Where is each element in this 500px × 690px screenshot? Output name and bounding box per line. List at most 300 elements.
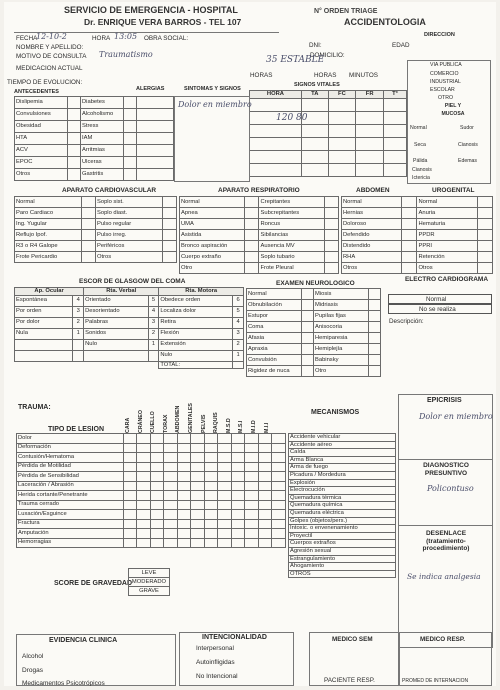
lesion-cell[interactable]	[123, 443, 137, 453]
lesion-cell[interactable]	[204, 434, 218, 444]
ant-alergia[interactable]	[137, 133, 174, 145]
gravedad-label[interactable]: MODERADO	[129, 578, 170, 587]
lesion-cell[interactable]	[150, 538, 164, 548]
industrial: INDUSTRIAL	[430, 79, 461, 85]
uro-check[interactable]	[477, 252, 492, 263]
lesion-cell[interactable]	[150, 462, 164, 472]
lesion-cell[interactable]	[204, 443, 218, 453]
lesion-cell[interactable]	[245, 519, 259, 529]
vitals-cell[interactable]	[328, 137, 356, 150]
cardio-check-b[interactable]	[162, 230, 176, 241]
lesion-cell[interactable]	[191, 510, 205, 520]
triage-label: N° ORDEN TRIAGE	[314, 8, 378, 15]
glasgow-response: Extensión	[159, 339, 233, 350]
lesion-cell[interactable]	[258, 481, 272, 491]
lesion-cell[interactable]	[191, 491, 205, 501]
abdomen-check[interactable]	[402, 230, 417, 241]
lesion-cell[interactable]	[150, 434, 164, 444]
ecg-normal-box[interactable]	[388, 294, 492, 304]
neuro-check-a[interactable]	[302, 344, 314, 355]
lesion-cell[interactable]	[177, 434, 191, 444]
ant-check-a[interactable]	[68, 145, 81, 157]
ant-alergia[interactable]	[137, 109, 174, 121]
lesion-cell[interactable]	[123, 462, 137, 472]
uro-check[interactable]	[477, 197, 492, 208]
lesion-cell[interactable]	[231, 500, 245, 510]
lesion-cell[interactable]	[137, 462, 151, 472]
vitals-cell[interactable]	[356, 163, 384, 176]
lesion-cell[interactable]	[245, 443, 259, 453]
cardio-check-a[interactable]	[81, 252, 95, 263]
neuro-check-b[interactable]	[369, 355, 381, 366]
lesion-row	[17, 500, 286, 510]
ant-check-a[interactable]	[68, 109, 81, 121]
gravedad-label[interactable]: LEVE	[129, 569, 170, 578]
lesion-cell[interactable]	[177, 462, 191, 472]
resp-row	[180, 197, 339, 208]
lesion-cell[interactable]	[177, 481, 191, 491]
vitals-cell[interactable]	[328, 98, 356, 111]
lesion-cell[interactable]	[258, 453, 272, 463]
abdomen-check[interactable]	[402, 197, 417, 208]
abdomen-check[interactable]	[402, 208, 417, 219]
ant-alergia[interactable]	[137, 169, 174, 181]
neuro-check-a[interactable]	[302, 366, 314, 377]
abdomen-check[interactable]	[402, 263, 417, 274]
uro-check[interactable]	[477, 263, 492, 274]
ant-check-b[interactable]	[124, 145, 137, 157]
vitals-cell[interactable]	[384, 124, 407, 137]
lesion-cell[interactable]	[258, 510, 272, 520]
lesion-cell[interactable]	[164, 510, 178, 520]
vitals-cell[interactable]	[384, 163, 407, 176]
neuro-check-b[interactable]	[369, 311, 381, 322]
lesion-cell[interactable]	[123, 538, 137, 548]
cardio-check-a[interactable]	[81, 230, 95, 241]
cardio-label-b: Soplo sist.	[95, 197, 162, 208]
resp-check-a[interactable]	[245, 241, 259, 252]
lesion-cell[interactable]	[191, 529, 205, 539]
uro-check[interactable]	[477, 219, 492, 230]
neuro-check-a[interactable]	[302, 300, 314, 311]
lesion-cell[interactable]	[218, 472, 232, 482]
lesion-cell[interactable]	[218, 519, 232, 529]
ant-check-b[interactable]	[124, 169, 137, 181]
lesion-cell[interactable]	[258, 519, 272, 529]
lesion-cell[interactable]	[204, 510, 218, 520]
neuro-check-b[interactable]	[369, 344, 381, 355]
ant-alergia[interactable]	[137, 121, 174, 133]
lesion-cell[interactable]	[231, 443, 245, 453]
vitals-handwriting-2[interactable]: 120 80	[276, 113, 308, 123]
lesion-cell[interactable]	[218, 510, 232, 520]
lesion-cell[interactable]	[164, 500, 178, 510]
lesion-cell[interactable]	[204, 481, 218, 491]
cardio-check-a[interactable]	[81, 208, 95, 219]
cardio-check-a[interactable]	[81, 197, 95, 208]
resp-check-b[interactable]	[324, 208, 338, 219]
lesion-cell[interactable]	[123, 519, 137, 529]
lesion-cell[interactable]	[218, 481, 232, 491]
vitals-cell[interactable]	[328, 163, 356, 176]
ant-check-a[interactable]	[68, 133, 81, 145]
lesion-cell[interactable]	[164, 491, 178, 501]
lesion-cell[interactable]	[245, 529, 259, 539]
service-title: SERVICIO DE EMERGENCIA - HOSPITAL	[64, 5, 238, 15]
neuro-label-b: Miosis	[313, 289, 368, 300]
lesion-cell[interactable]	[218, 453, 232, 463]
neuro-row	[247, 300, 381, 311]
abd-uro-row	[342, 252, 493, 263]
vitals-cell[interactable]	[384, 137, 407, 150]
lesion-cell[interactable]	[231, 462, 245, 472]
lesion-cell[interactable]	[272, 500, 286, 510]
lesion-cell[interactable]	[245, 491, 259, 501]
vitals-cell[interactable]	[356, 150, 384, 163]
lesion-cell[interactable]	[137, 529, 151, 539]
lesion-cell[interactable]	[258, 538, 272, 548]
lesion-cell[interactable]	[137, 443, 151, 453]
resp-check-b[interactable]	[324, 263, 338, 274]
vitals-cell[interactable]	[384, 98, 407, 111]
lesion-cell[interactable]	[150, 500, 164, 510]
lesion-cell[interactable]	[123, 510, 137, 520]
lesion-cell[interactable]	[258, 462, 272, 472]
lesion-cell[interactable]	[231, 481, 245, 491]
epicrisis-hw[interactable]: Dolor en miembro	[419, 412, 493, 421]
vitals-cell[interactable]	[301, 98, 328, 111]
lesion-cell[interactable]	[177, 519, 191, 529]
glasgow-response: Desorientado	[84, 306, 148, 317]
antecedente-row	[15, 109, 174, 121]
lesion-cell[interactable]	[164, 529, 178, 539]
lesion-cell[interactable]	[245, 434, 259, 444]
lesion-cell[interactable]	[177, 510, 191, 520]
lesion-cell[interactable]	[137, 500, 151, 510]
cardio-check-b[interactable]	[162, 197, 176, 208]
glasgow-response: Obedece orden	[159, 295, 233, 306]
neuro-check-b[interactable]	[369, 333, 381, 344]
lesion-cell[interactable]	[191, 434, 205, 444]
diagnostico-hw[interactable]: Policontuso	[427, 484, 474, 493]
uro-label: Otros	[417, 263, 477, 274]
lesion-cell[interactable]	[164, 472, 178, 482]
motivo-value[interactable]: Traumatismo	[99, 50, 153, 59]
lesion-cell[interactable]	[245, 453, 259, 463]
lesion-cell[interactable]	[137, 538, 151, 548]
lesion-cell[interactable]	[218, 538, 232, 548]
lesion-cell[interactable]	[137, 519, 151, 529]
resp-check-a[interactable]	[245, 252, 259, 263]
resp-check-a[interactable]	[245, 197, 259, 208]
ant-check-b[interactable]	[124, 109, 137, 121]
emergency-form	[4, 2, 496, 686]
vitals-handwriting-1[interactable]: 35 ESTABLE	[266, 55, 325, 65]
lesion-cell[interactable]	[245, 481, 259, 491]
lesion-cell[interactable]	[204, 529, 218, 539]
lesion-cell[interactable]	[164, 462, 178, 472]
lesion-cell[interactable]	[123, 491, 137, 501]
neuro-check-b[interactable]	[369, 300, 381, 311]
lesion-cell[interactable]	[258, 472, 272, 482]
vitals-cell[interactable]	[301, 163, 328, 176]
lesion-cell[interactable]	[177, 443, 191, 453]
glasgow-row	[15, 317, 244, 328]
lesion-cell[interactable]	[272, 538, 286, 548]
neuro-check-a[interactable]	[302, 289, 314, 300]
glasgow-total-value[interactable]	[233, 361, 244, 369]
lesion-cell[interactable]	[150, 519, 164, 529]
ant-alergia[interactable]	[137, 97, 174, 109]
lesion-row	[17, 519, 286, 529]
ant-check-b[interactable]	[124, 121, 137, 133]
lesion-cell[interactable]	[272, 462, 286, 472]
lesion-cell[interactable]	[204, 519, 218, 529]
vitals-cell[interactable]	[328, 150, 356, 163]
vitals-cell[interactable]	[356, 98, 384, 111]
cardio-check-b[interactable]	[162, 252, 176, 263]
neuro-label-a: Convulsión	[247, 355, 302, 366]
abdomen-check[interactable]	[402, 241, 417, 252]
neuro-check-a[interactable]	[302, 355, 314, 366]
uro-check[interactable]	[477, 208, 492, 219]
lesion-cell[interactable]	[191, 519, 205, 529]
lesion-cell[interactable]	[204, 462, 218, 472]
lesion-cell[interactable]	[245, 500, 259, 510]
resp-check-b[interactable]	[324, 230, 338, 241]
ant-check-b[interactable]	[124, 133, 137, 145]
lesion-cell[interactable]	[164, 434, 178, 444]
vitals-cell[interactable]	[250, 124, 302, 137]
resp-check-a[interactable]	[245, 263, 259, 274]
lesion-cell[interactable]	[218, 500, 232, 510]
vitals-cell[interactable]	[301, 137, 328, 150]
vitals-cell[interactable]	[328, 111, 356, 124]
lesion-cell[interactable]	[177, 472, 191, 482]
lesion-cell[interactable]	[231, 529, 245, 539]
lesion-cell[interactable]	[218, 434, 232, 444]
lesion-cell[interactable]	[272, 472, 286, 482]
lesion-cell[interactable]	[231, 434, 245, 444]
lesion-cell[interactable]	[150, 510, 164, 520]
lesion-cell[interactable]	[123, 481, 137, 491]
resp-check-a[interactable]	[245, 230, 259, 241]
vitals-cell[interactable]	[301, 150, 328, 163]
neuro-check-a[interactable]	[302, 322, 314, 333]
lesion-cell[interactable]	[123, 472, 137, 482]
vitals-cell[interactable]	[250, 98, 302, 111]
lesion-cell[interactable]	[191, 443, 205, 453]
uro-check[interactable]	[477, 230, 492, 241]
lesion-cell[interactable]	[191, 538, 205, 548]
cardio-check-a[interactable]	[81, 241, 95, 252]
lesion-cell[interactable]	[150, 453, 164, 463]
lesion-cell[interactable]	[218, 462, 232, 472]
lesion-cell[interactable]	[164, 519, 178, 529]
lesion-cell[interactable]	[137, 510, 151, 520]
cardio-check-b[interactable]	[162, 241, 176, 252]
lesion-cell[interactable]	[191, 472, 205, 482]
symptoms-box[interactable]	[174, 96, 250, 182]
lesion-cell[interactable]	[191, 500, 205, 510]
glasgow-score: 2	[73, 317, 84, 328]
ant-check-b[interactable]	[124, 97, 137, 109]
lesion-cell[interactable]	[150, 529, 164, 539]
lesion-cell[interactable]	[123, 529, 137, 539]
lesion-cell[interactable]	[218, 529, 232, 539]
horas-label: HORAS	[250, 72, 273, 79]
lesion-cell[interactable]	[245, 472, 259, 482]
lesion-cell[interactable]	[164, 443, 178, 453]
neuro-check-b[interactable]	[369, 289, 381, 300]
lesion-cell[interactable]	[231, 472, 245, 482]
lesion-cell[interactable]	[245, 538, 259, 548]
lesion-cell[interactable]	[191, 481, 205, 491]
ant-alergia[interactable]	[137, 145, 174, 157]
lesion-cell[interactable]	[204, 491, 218, 501]
lesion-cell[interactable]	[150, 472, 164, 482]
lesion-cell[interactable]	[137, 453, 151, 463]
vitals-cell[interactable]	[356, 137, 384, 150]
lesion-cell[interactable]	[272, 529, 286, 539]
mecanismo-row	[289, 555, 396, 563]
cardio-label-b: Pulso irreg.	[95, 230, 162, 241]
lesion-row	[17, 434, 286, 444]
ant-check-b[interactable]	[124, 157, 137, 169]
abdomen-check[interactable]	[402, 219, 417, 230]
lesion-cell[interactable]	[164, 453, 178, 463]
lesion-cell[interactable]	[137, 434, 151, 444]
mecanismo-row	[289, 441, 396, 449]
lesion-cell[interactable]	[177, 529, 191, 539]
neuro-check-a[interactable]	[302, 333, 314, 344]
desenlace-hw[interactable]: Se indica analgesia	[407, 572, 481, 581]
ant-check-a[interactable]	[68, 121, 81, 133]
abdomen-label: Doloroso	[342, 219, 402, 230]
lesion-cell[interactable]	[204, 453, 218, 463]
lesion-cell[interactable]	[123, 453, 137, 463]
vitals-cell[interactable]	[384, 111, 407, 124]
resp-check-b[interactable]	[324, 197, 338, 208]
uro-check[interactable]	[477, 241, 492, 252]
glasgow-score: 1	[233, 350, 244, 361]
lesion-cell[interactable]	[231, 510, 245, 520]
resp-check-a[interactable]	[245, 219, 259, 230]
lesion-cell[interactable]	[177, 453, 191, 463]
dni-label: DNI:	[309, 42, 322, 49]
lesion-cell[interactable]	[177, 538, 191, 548]
lesion-cell[interactable]	[137, 491, 151, 501]
lesion-cell[interactable]	[258, 443, 272, 453]
resp-label-b: Ausencia MV	[259, 241, 324, 252]
lesion-cell[interactable]	[191, 462, 205, 472]
lesion-cell[interactable]	[272, 491, 286, 501]
lesion-cell[interactable]	[272, 443, 286, 453]
ant-check-a[interactable]	[68, 169, 81, 181]
lesion-cell[interactable]	[231, 453, 245, 463]
lesion-cell[interactable]	[123, 500, 137, 510]
resp-check-b[interactable]	[324, 241, 338, 252]
neuro-check-a[interactable]	[302, 311, 314, 322]
lesion-cell[interactable]	[204, 538, 218, 548]
motivo-label: MOTIVO DE CONSULTA	[16, 53, 87, 60]
lesion-cell[interactable]	[231, 491, 245, 501]
lesion-cell[interactable]	[245, 462, 259, 472]
lesion-cell[interactable]	[204, 500, 218, 510]
mecanismo-label: Explosión	[289, 479, 396, 487]
lesion-cell[interactable]	[258, 491, 272, 501]
piel-palida: Pálida	[413, 158, 428, 164]
cardio-check-a[interactable]	[81, 219, 95, 230]
lesion-cell[interactable]	[231, 519, 245, 529]
lesion-cell[interactable]	[272, 519, 286, 529]
vitals-cell[interactable]	[301, 124, 328, 137]
lesion-cell[interactable]	[204, 472, 218, 482]
vitals-cell[interactable]	[356, 111, 384, 124]
ant-alergia[interactable]	[137, 157, 174, 169]
lesion-cell[interactable]	[218, 443, 232, 453]
lesion-cell[interactable]	[258, 529, 272, 539]
cardio-check-b[interactable]	[162, 219, 176, 230]
trauma-col-genitales: GENITALES	[187, 403, 194, 433]
cardio-check-b[interactable]	[162, 208, 176, 219]
lesion-cell[interactable]	[177, 500, 191, 510]
uro-label: Anuria	[417, 208, 477, 219]
ant-check-a[interactable]	[68, 157, 81, 169]
vitals-cell[interactable]	[250, 137, 302, 150]
ant-check-a[interactable]	[68, 97, 81, 109]
lesion-cell[interactable]	[164, 538, 178, 548]
lesion-cell[interactable]	[218, 491, 232, 501]
abdomen-check[interactable]	[402, 252, 417, 263]
lesion-cell[interactable]	[191, 453, 205, 463]
vitals-cell[interactable]	[384, 150, 407, 163]
lesion-cell[interactable]	[137, 472, 151, 482]
lesion-cell[interactable]	[150, 443, 164, 453]
lesion-cell[interactable]	[164, 481, 178, 491]
lesion-cell[interactable]	[231, 538, 245, 548]
lesion-cell[interactable]	[150, 481, 164, 491]
lesion-cell[interactable]	[177, 491, 191, 501]
lesion-cell[interactable]	[245, 510, 259, 520]
neuro-check-b[interactable]	[369, 322, 381, 333]
resp-check-a[interactable]	[245, 208, 259, 219]
resp-check-b[interactable]	[324, 252, 338, 263]
lesion-cell[interactable]	[272, 510, 286, 520]
neuro-check-b[interactable]	[369, 366, 381, 377]
lesion-cell[interactable]	[272, 453, 286, 463]
resp-check-b[interactable]	[324, 219, 338, 230]
fecha-label: FECHA	[16, 35, 38, 42]
trauma-col-torax: TORAX	[162, 414, 169, 433]
vitals-cell[interactable]	[328, 124, 356, 137]
gravedad-label[interactable]: GRAVE	[129, 587, 170, 596]
fecha-value[interactable]: 12-10-2	[36, 32, 67, 41]
lesion-label: Hemorragias	[17, 538, 124, 548]
ecg-no-realiza-box[interactable]	[388, 304, 492, 314]
hora-value[interactable]: 13:05	[114, 32, 138, 41]
lesion-cell[interactable]	[272, 434, 286, 444]
lesion-cell[interactable]	[272, 481, 286, 491]
lesion-cell[interactable]	[258, 500, 272, 510]
vitals-cell[interactable]	[356, 124, 384, 137]
lesion-cell[interactable]	[137, 481, 151, 491]
lesion-cell[interactable]	[258, 434, 272, 444]
lesion-cell[interactable]	[123, 434, 137, 444]
vitals-cell[interactable]	[250, 163, 302, 176]
lesion-cell[interactable]	[150, 491, 164, 501]
vitals-cell[interactable]	[250, 150, 302, 163]
